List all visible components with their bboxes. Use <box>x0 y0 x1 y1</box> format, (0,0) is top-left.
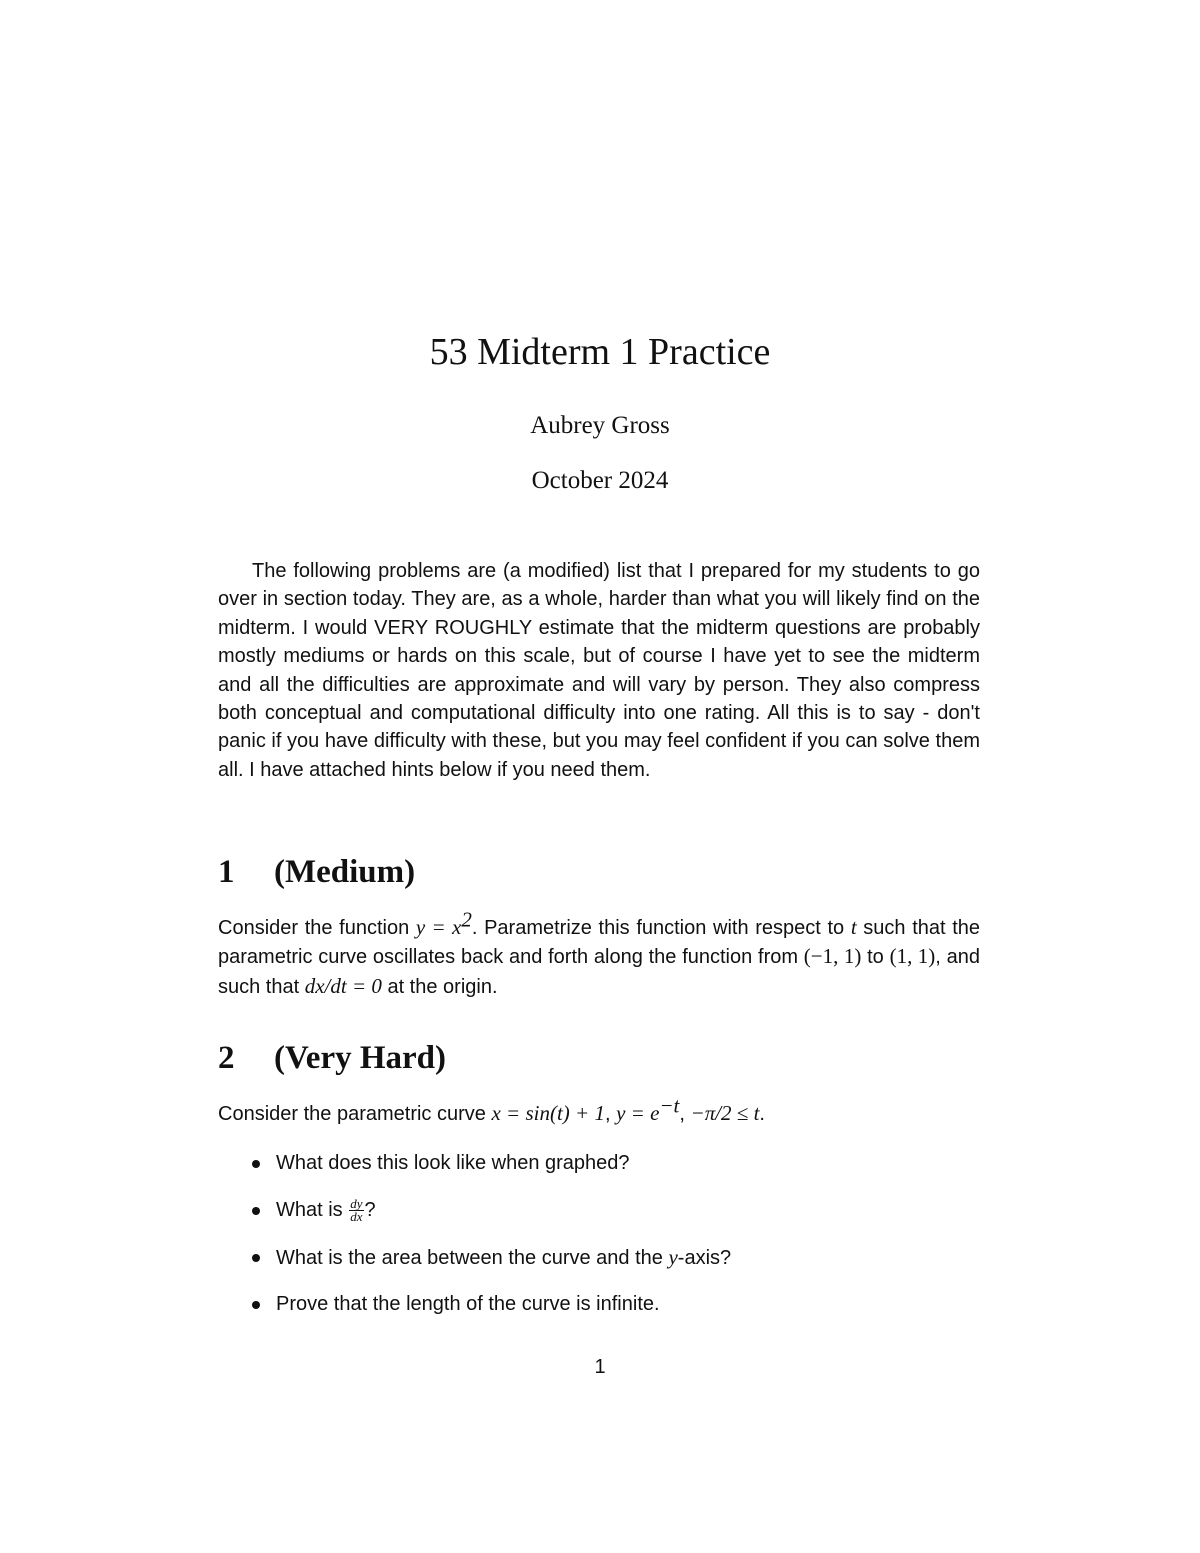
math-inline: y = x <box>415 915 462 939</box>
list-item: What is the area between the curve and the y-axis? <box>250 1242 980 1289</box>
list-item: Prove that the length of the curve is infinite. <box>250 1289 980 1336</box>
section-1-number: 1 <box>218 854 235 890</box>
math-inline: −π/2 ≤ t <box>690 1101 760 1125</box>
section-2-title: (Very Hard) <box>274 1040 446 1076</box>
bullet-icon <box>252 1254 260 1262</box>
document-date: October 2024 <box>531 467 669 494</box>
math-inline: (1, 1) <box>889 944 936 969</box>
math-inline: (−1, 1) <box>803 944 862 969</box>
list-item: What is $\frac{dy}{dx}$ ? <box>250 1195 980 1242</box>
math-inline: x = sin(t) + 1 <box>491 1101 605 1125</box>
section-2-number: 2 <box>218 1040 235 1076</box>
math-inline: t <box>850 915 857 939</box>
document-author: Aubrey Gross <box>530 412 670 439</box>
page-number: 1 <box>594 1356 606 1378</box>
section-2-paragraph: Consider the parametric curve x = sin(t) + 1, $y = e^{-t}$, −π/2 ≤ t. <box>218 1093 765 1125</box>
bullet-icon <box>252 1207 260 1215</box>
section-1-heading <box>218 852 415 892</box>
section-2-heading <box>218 1038 446 1078</box>
math-inline: dx/dt = 0 <box>304 973 382 998</box>
section-1-title: (Medium) <box>274 854 416 890</box>
math-inline: y = e <box>616 1101 660 1125</box>
document-title: 53 Midterm 1 Practice <box>429 331 771 373</box>
section-2-bullet-list <box>250 1148 980 1336</box>
list-item: What does this look like when graphed? <box>250 1148 980 1195</box>
bullet-icon <box>252 1160 260 1168</box>
fraction-dy-dx: $\frac{dy}{dx}$ <box>350 1196 363 1225</box>
bullet-icon <box>252 1301 260 1309</box>
intro-paragraph: The following problems are (a modified) list that I prepared for my students to go over in section today. They are, as a whole, harder than what you will likely find on the midterm. I would VERY ROUGHLY estimate that the midterm questions are probably mostly mediums or hards on this scale, but of course I have yet to see the midterm and all the difficulties are approximate and will vary by person. They also compress both conceptual and computational difficulty into one rating. All this is to say - don't panic if you have difficulty with these, but you may feel confident if you can solve them all. I have attached hints below if you need them. <box>218 560 980 781</box>
section-1-paragraph: Consider the function $y = x^2$. Parametrize this function with respect to t such that the parametric curve oscillates back and forth along the function from (−1, 1) to (1, 1), and such that dx/dt = 0 at the origin. <box>218 907 981 998</box>
